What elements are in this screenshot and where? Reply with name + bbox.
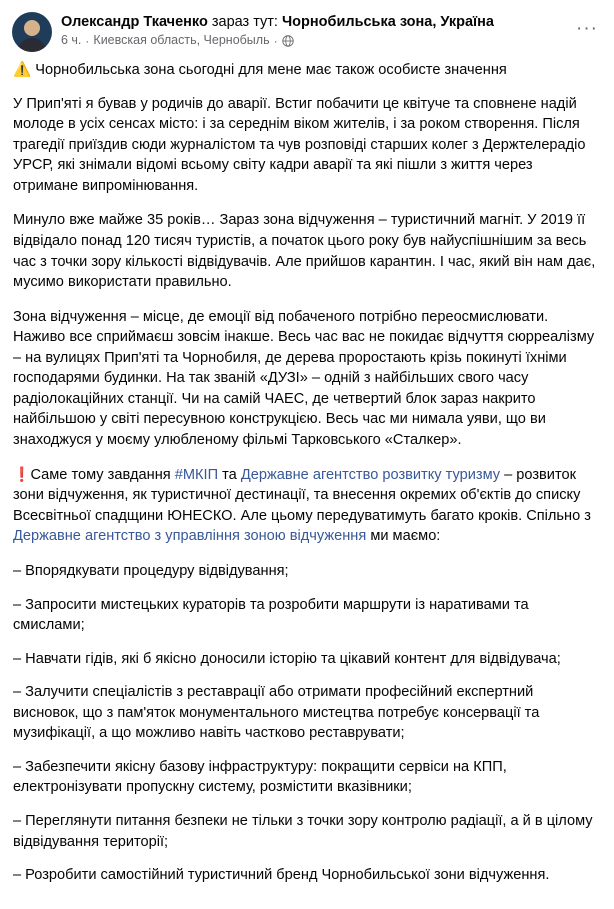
post-location-meta[interactable]: Киевская область, Чернобыль xyxy=(93,33,270,48)
list-item: – Розробити самостійний туристичний бренд Чорнобильської зони відчуження. xyxy=(13,867,550,884)
avatar[interactable] xyxy=(12,12,52,52)
post-meta-line xyxy=(61,33,602,49)
post-body xyxy=(0,58,614,909)
avatar-body xyxy=(17,38,47,52)
globe-icon xyxy=(282,35,294,47)
post-time[interactable]: 6 ч. xyxy=(61,33,82,48)
more-options-icon[interactable]: ··· xyxy=(576,18,598,39)
task-middle: та xyxy=(218,466,241,483)
post-paragraph-3: Минуло вже майже 35 років… Зараз зона відчуження – туристичний магніт. У 2019 її відвідало понад 120 тисяч туристів, а початок цього року був найуспішнішим за весь час з точки зору кількості відвідувачів. Але прийшов карантин. І час, який він нам дає, мусимо використати правильно. xyxy=(13,212,596,291)
list-item: – Залучити спеціалістів з реставрації або отримати професійний експертний висновок, що з пам'яток монументального мистецтва потребує консервації та музифікації, а що можливо навіть частково реставрувати; xyxy=(13,684,540,742)
post-header-text xyxy=(61,12,602,49)
post-author-name[interactable]: Олександр Ткаченко xyxy=(61,14,208,30)
hashtag-mkip[interactable]: #МКІП xyxy=(174,466,219,483)
list-item: – Впорядкувати процедуру відвідування; xyxy=(13,562,289,579)
list-item: – Запросити мистецьких кураторів та розробити маршрути із наративами та смислами; xyxy=(13,596,529,634)
task-prefix: Саме тому завдання xyxy=(30,466,175,483)
avatar-face xyxy=(24,20,40,36)
post-author-line xyxy=(61,13,602,31)
link-tourism-agency[interactable]: Державне агентство розвитку туризму xyxy=(240,466,501,483)
list-item: – Переглянути питання безпеки не тільки з точки зору контролю радіації, а й в цілому відвідування території; xyxy=(13,813,593,850)
post-bullet-list xyxy=(13,561,601,886)
exclamation-emoji: ❗ xyxy=(13,466,31,483)
post-paragraph-1: ⚠️ Чорнобильська зона сьогодні для мене має також особисте значення xyxy=(13,62,507,78)
task-after-link2: ми маємо: xyxy=(366,528,441,545)
post-paragraph-2: У Прип'яті я бував у родичів до аварії. Встиг побачити це квітуче та сповнене надій молоде в усіх сенсах місто: і за середнім віком жителів, і за роком створення. Після трагедії приїздив сюди журналістом та чув розповіді старших колег з Держтелерадіо УРСР, які знімали відомі всьому світу кадри аварії та які пішли з життя через отримане випромінювання. xyxy=(13,95,586,194)
post-paragraph-4: Зона відчуження – місце, де емоції від побаченого потрібно переосмислювати. Наживо все сприймаєш зовсім інакше. Весь час вас не покидає відчуття сюрреалізму – на вулицях Прип'яті та Чорнобиля, де дерева проростають крізь покинуті їхніми господарями будинки. На так званій «ДУЗІ» – одній з найбільших свого часу радіолокаційних станції. Чи на самій ЧАЕС, де четвертий блок зараз накрито найбільшою у світі пересувною конструкцією. Весь час ми нимала уяви, що ви знаходжуся у моєму улюбленому фільмі Тарковського «Сталкер». xyxy=(13,308,595,448)
meta-separator-1: · xyxy=(85,33,90,48)
meta-separator-2: · xyxy=(273,33,278,48)
post-place[interactable]: Чорнобильська зона, Україна xyxy=(281,14,494,30)
link-exclusion-zone-agency[interactable]: Державне агентство з управління зоною відчуження xyxy=(13,528,367,545)
post-task-paragraph xyxy=(13,465,601,547)
post-header xyxy=(0,0,614,58)
list-item: – Навчати гідів, які б якісно доносили історію та цікавий контент для відвідувача; xyxy=(13,650,561,667)
post-feeling-prefix: зараз тут: xyxy=(211,14,278,30)
list-item: – Забезпечити якісну базову інфраструктуру: покращити сервіси на КПП, електронізувати пропускну систему, розмістити вказівники; xyxy=(13,758,507,796)
task-after-link1: – розвиток зони відчуження, як туристичної дестинації, та внесення окремих об'єктів до списку Всесвітньої спадщини ЮНЕСКО. Але цьому передуватимуть багато кроків. Спільно з xyxy=(13,466,591,524)
